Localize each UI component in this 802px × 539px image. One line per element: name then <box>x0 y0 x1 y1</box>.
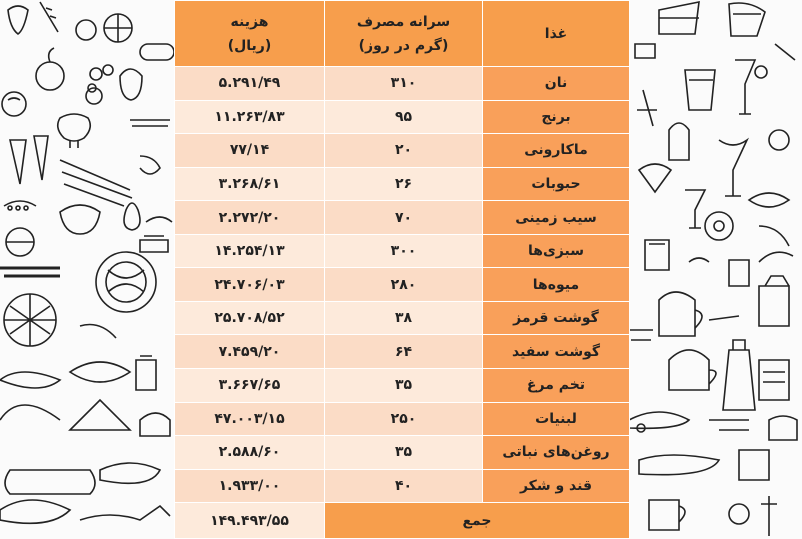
table-row <box>175 436 630 470</box>
cost-cell: ۳.۲۶۸/۶۱ <box>175 167 325 201</box>
cost-cell: ۱.۹۳۳/۰۰ <box>175 469 325 503</box>
grams-cell: ۳۰۰ <box>325 234 483 268</box>
grams-cell: ۲۵۰ <box>325 402 483 436</box>
grams-cell: ۹۵ <box>325 100 483 134</box>
food-cell: سیب زمینی <box>483 201 630 235</box>
cost-cell: ۷.۴۵۹/۲۰ <box>175 335 325 369</box>
cost-cell: ۱۴.۲۵۴/۱۳ <box>175 234 325 268</box>
grams-cell: ۲۸۰ <box>325 268 483 302</box>
header-cost: هزینه (ریال) <box>175 1 325 67</box>
total-row <box>175 503 630 539</box>
grams-cell: ۴۰ <box>325 469 483 503</box>
cost-cell: ۴۷.۰۰۳/۱۵ <box>175 402 325 436</box>
food-cell: سبزی‌ها <box>483 234 630 268</box>
cost-cell: ۵.۲۹۱/۴۹ <box>175 67 325 101</box>
grams-cell: ۳۸ <box>325 301 483 335</box>
grams-cell: ۲۶ <box>325 167 483 201</box>
food-cell: روغن‌های نباتی <box>483 436 630 470</box>
cost-cell: ۳.۶۶۷/۶۵ <box>175 369 325 403</box>
grams-cell: ۷۰ <box>325 201 483 235</box>
table-row <box>175 234 630 268</box>
cost-cell: ۲.۵۸۸/۶۰ <box>175 436 325 470</box>
table-row <box>175 301 630 335</box>
table-row <box>175 167 630 201</box>
table-row <box>175 335 630 369</box>
header-consumption: سرانه مصرف (گرم در روز) <box>325 1 483 67</box>
food-cell: حبوبات <box>483 167 630 201</box>
table-row <box>175 201 630 235</box>
table-row <box>175 369 630 403</box>
food-cell: میوه‌ها <box>483 268 630 302</box>
cost-cell: ۱۱.۲۶۳/۸۳ <box>175 100 325 134</box>
table-row <box>175 402 630 436</box>
header-food: غذا <box>483 1 630 67</box>
grams-cell: ۳۱۰ <box>325 67 483 101</box>
table-header-row <box>175 1 630 67</box>
cost-cell: ۲۴.۷۰۶/۰۳ <box>175 268 325 302</box>
cost-cell: ۲۵.۷۰۸/۵۲ <box>175 301 325 335</box>
food-cost-table <box>174 0 630 539</box>
table-row <box>175 100 630 134</box>
grams-cell: ۳۵ <box>325 436 483 470</box>
table-row <box>175 469 630 503</box>
dessert-doodle-background-right <box>629 0 802 539</box>
table-row <box>175 67 630 101</box>
cost-cell: ۷۷/۱۴ <box>175 134 325 168</box>
food-cell: قند و شکر <box>483 469 630 503</box>
food-cell: برنج <box>483 100 630 134</box>
total-label: جمع <box>325 503 630 539</box>
total-cost: ۱۴۹.۴۹۳/۵۵ <box>175 503 325 539</box>
grams-cell: ۳۵ <box>325 369 483 403</box>
food-cell: لبنیات <box>483 402 630 436</box>
table-row <box>175 134 630 168</box>
food-cell: تخم مرغ <box>483 369 630 403</box>
cost-cell: ۲.۲۷۲/۲۰ <box>175 201 325 235</box>
table-row <box>175 268 630 302</box>
grams-cell: ۶۴ <box>325 335 483 369</box>
food-cell: گوشت قرمز <box>483 301 630 335</box>
food-cell: ماکارونی <box>483 134 630 168</box>
food-doodle-background-left <box>0 0 174 539</box>
food-cell: گوشت سفید <box>483 335 630 369</box>
grams-cell: ۲۰ <box>325 134 483 168</box>
food-cell: نان <box>483 67 630 101</box>
